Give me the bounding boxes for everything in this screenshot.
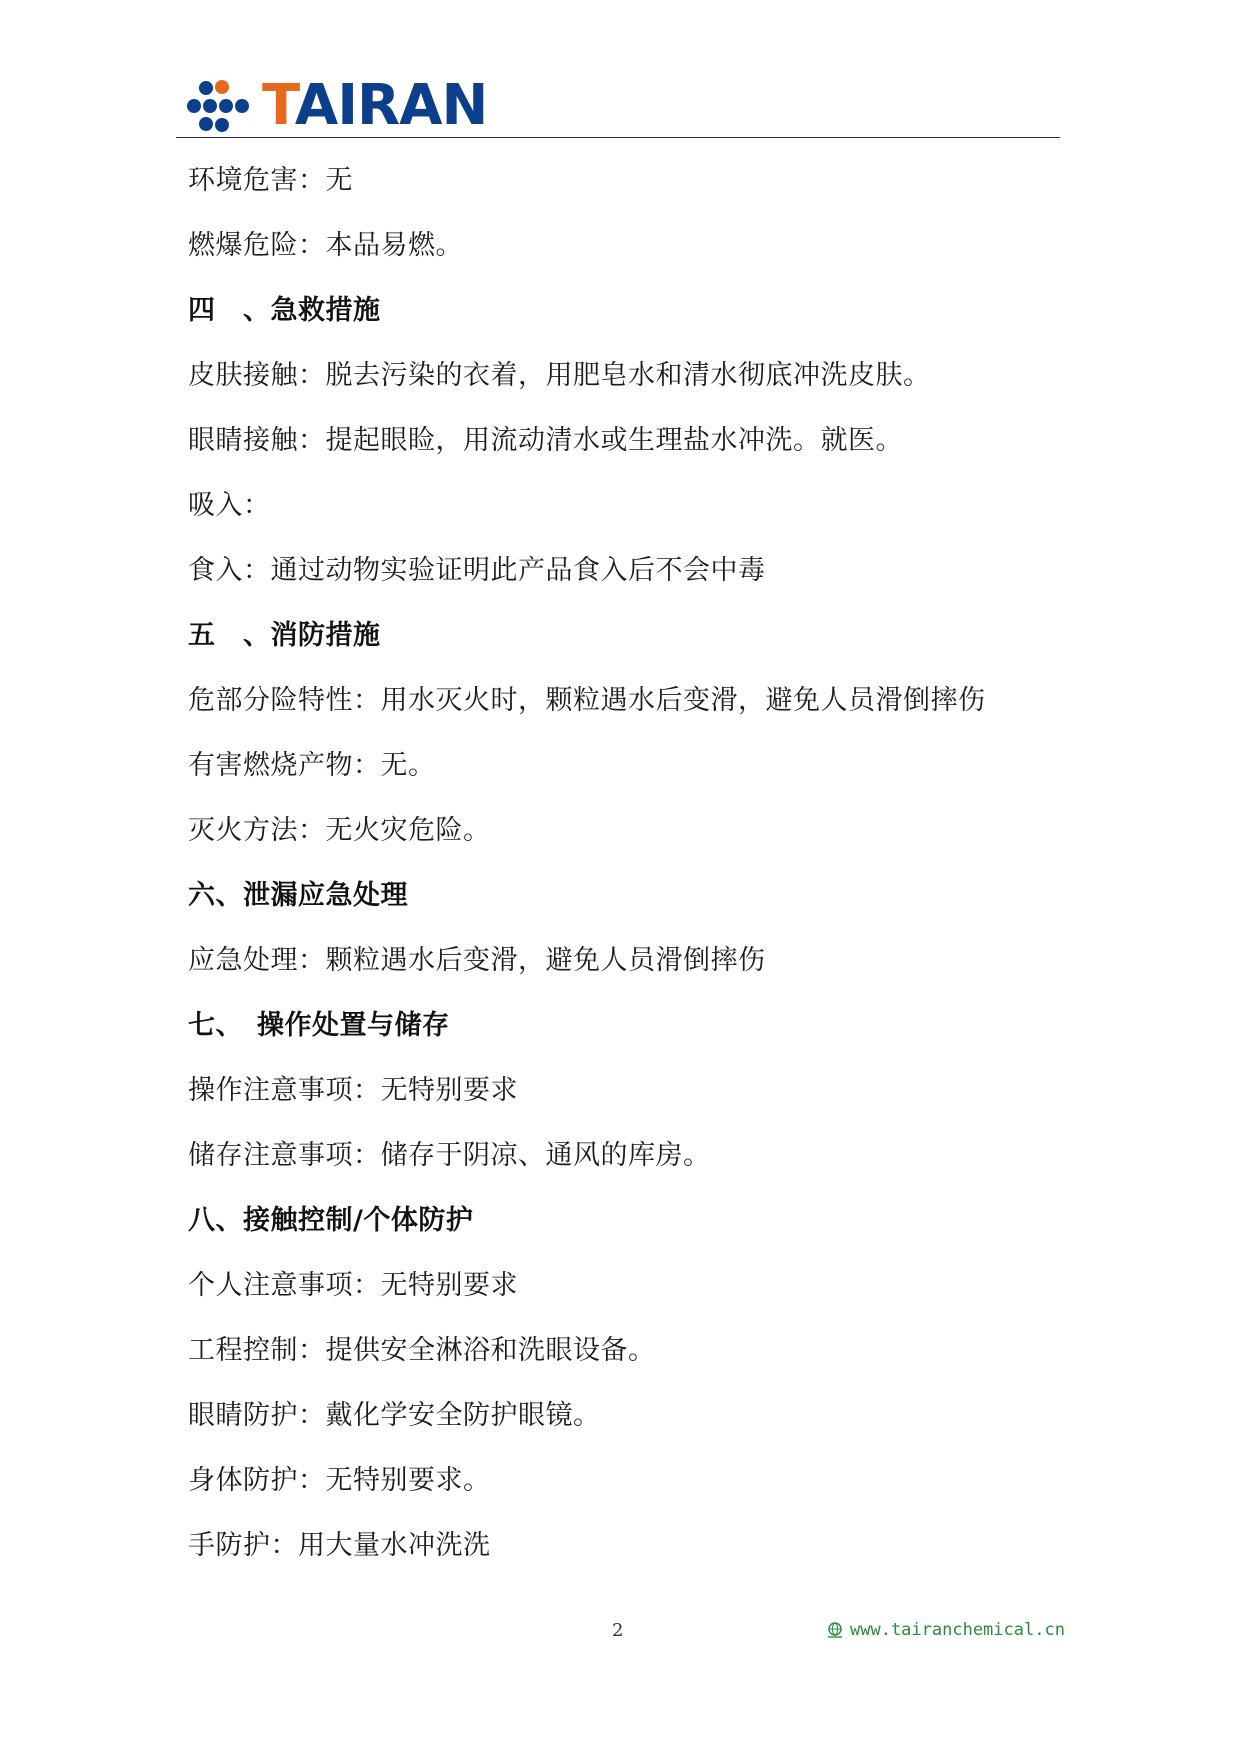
engineering-control: 工程控制：提供安全淋浴和洗眼设备。 [188, 1335, 656, 1366]
logo-letters-rest: AIRAN [294, 73, 488, 138]
company-logo-wordmark [262, 72, 487, 140]
extinguishing-method: 灭火方法：无火灾危险。 [188, 815, 491, 846]
ingestion: 食入：通过动物实验证明此产品食入后不会中毒 [188, 555, 766, 586]
logo-letter-t: T [262, 73, 295, 138]
page-number: 2 [612, 1620, 624, 1641]
hazard-characteristics: 危部分险特性：用水灭火时，颗粒遇水后变滑，避免人员滑倒摔伤 [188, 685, 986, 716]
section-heading-first-aid: 四 、急救措施 [188, 295, 381, 326]
website-url[interactable]: www.tairanchemical.cn [850, 1620, 1065, 1640]
fire-explosion-hazard: 燃爆危险：本品易燃。 [188, 230, 463, 261]
handling-notes: 操作注意事项：无特别要求 [188, 1075, 518, 1106]
page-header [0, 0, 1241, 140]
storage-notes: 储存注意事项：储存于阴凉、通风的库房。 [188, 1140, 711, 1171]
eye-protection: 眼睛防护：戴化学安全防护眼镜。 [188, 1400, 601, 1431]
hand-protection: 手防护：用大量水冲洗洗 [188, 1530, 491, 1561]
combustion-products: 有害燃烧产物：无。 [188, 750, 436, 781]
skin-contact: 皮肤接触：脱去污染的衣着，用肥皂水和清水彻底冲洗皮肤。 [188, 360, 931, 391]
section-heading-firefighting: 五 、消防措施 [188, 620, 381, 651]
footer-website[interactable] [826, 1620, 1065, 1640]
document-body [188, 148, 1068, 1578]
environment-hazard: 环境危害：无 [188, 165, 353, 196]
tairan-logo-icon [186, 80, 250, 138]
section-heading-handling-storage: 七、 操作处置与储存 [188, 1010, 450, 1041]
personal-precautions: 个人注意事项：无特别要求 [188, 1270, 518, 1301]
body-protection: 身体防护：无特别要求。 [188, 1465, 491, 1496]
inhalation: 吸入： [188, 490, 271, 521]
web-globe-icon [826, 1621, 844, 1639]
emergency-handling: 应急处理：颗粒遇水后变滑，避免人员滑倒摔伤 [188, 945, 766, 976]
section-heading-spill-response: 六、泄漏应急处理 [188, 880, 408, 911]
header-divider [176, 137, 1060, 138]
eye-contact: 眼睛接触：提起眼睑，用流动清水或生理盐水冲洗。就医。 [188, 425, 903, 456]
section-heading-exposure-control: 八、接触控制/个体防护 [188, 1205, 474, 1236]
